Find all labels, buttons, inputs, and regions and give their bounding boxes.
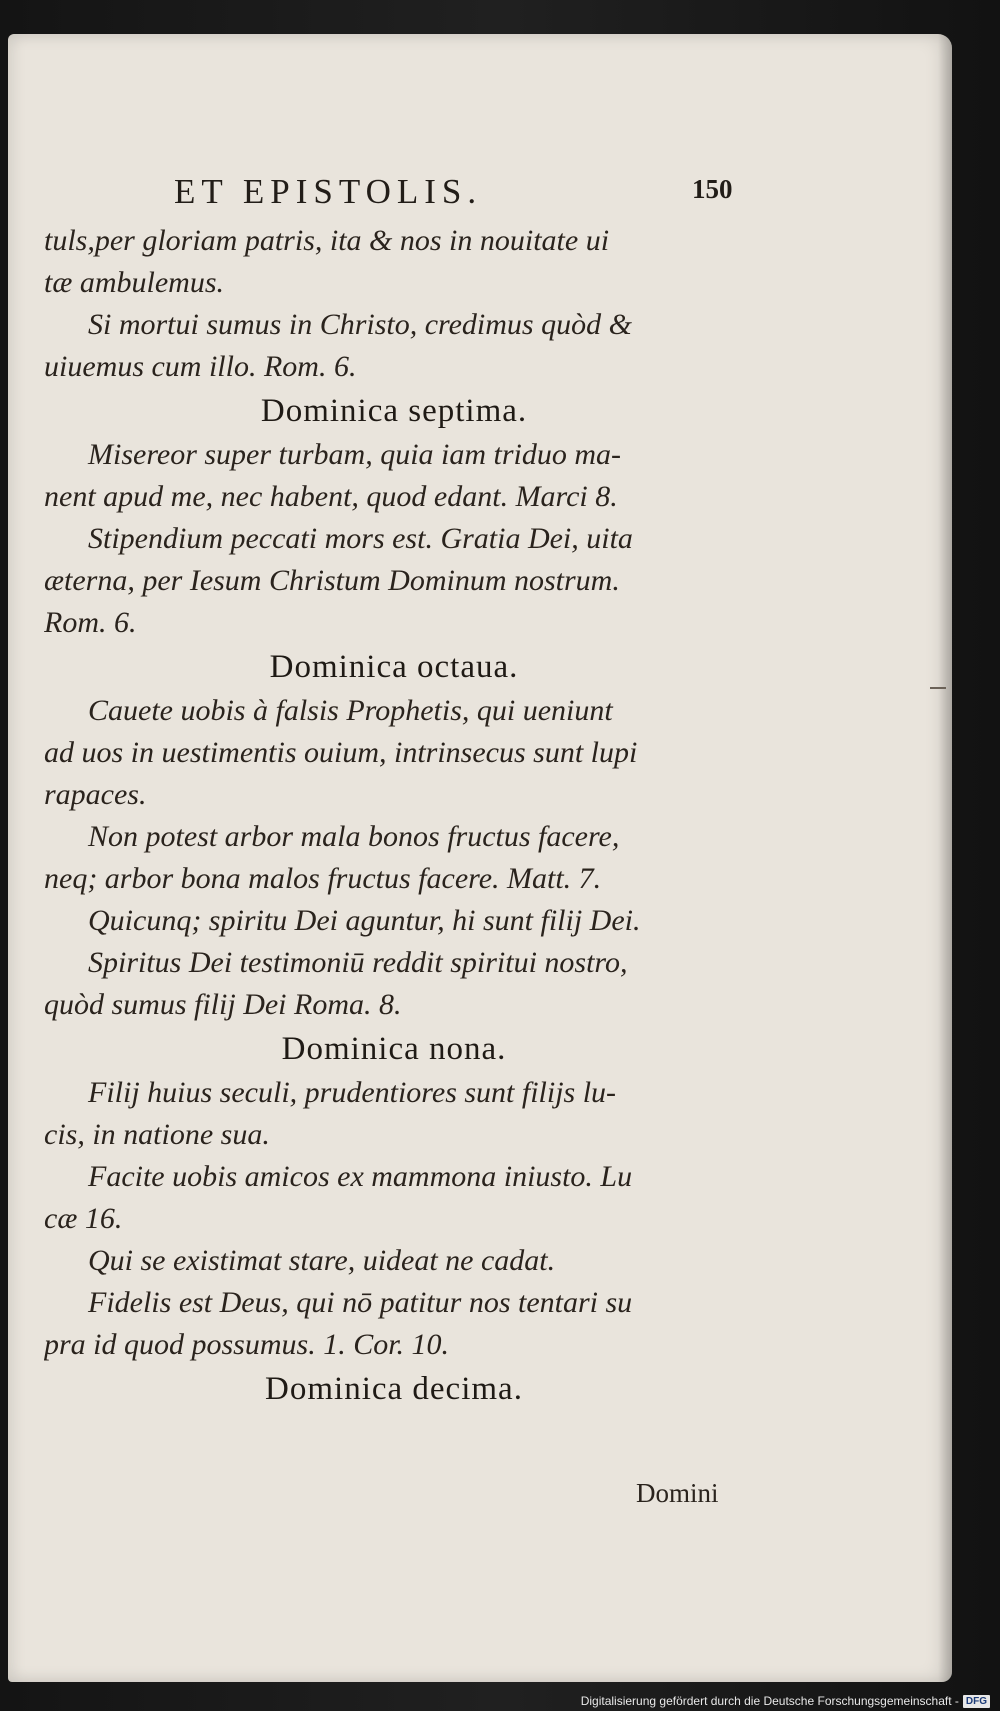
running-head-title: ET EPISTOLIS. (174, 172, 483, 211)
text-line: cæ 16. (44, 1202, 123, 1235)
digitization-credit (581, 1694, 990, 1708)
text-line: Fidelis est Deus, qui nō patitur nos tentari su (88, 1286, 633, 1319)
text-line: Si mortui sumus in Christo, credimus quòd & (88, 308, 632, 341)
catchword: Domini (636, 1478, 719, 1508)
margin-mark (930, 687, 946, 689)
text-line: cis, in natione sua. (44, 1118, 270, 1151)
page-edge-shadow (938, 34, 952, 1682)
text-line: Qui se existimat stare, uideat ne cadat. (88, 1244, 556, 1277)
text-line: ad uos in uestimentis ouium, intrinsecus sunt lupi (44, 736, 638, 769)
text-line: æterna, per Iesum Christum Dominum nostrum. (44, 564, 620, 597)
text-line: Misereor super turbam, quia iam triduo ma- (88, 438, 622, 471)
text-line: tuls,per gloriam patris, ita & nos in nouitate ui (44, 224, 610, 257)
text-line: quòd sumus filij Dei Roma. 8. (44, 988, 402, 1021)
credit-text: Digitalisierung gefördert durch die Deutsche Forschungsgemeinschaft - (580, 1694, 959, 1708)
folio-number: 150 (692, 174, 733, 204)
book-page (8, 34, 952, 1682)
text-line: rapaces. (44, 778, 147, 811)
text-line: tæ ambulemus. (44, 266, 224, 299)
running-head (8, 172, 952, 216)
section-heading: Dominica nona. (281, 1031, 507, 1067)
text-line: Filij huius seculi, prudentiores sunt filijs lu- (88, 1076, 617, 1109)
section-heading: Dominica octaua. (269, 649, 519, 685)
text-line: pra id quod possumus. 1. Cor. 10. (44, 1328, 450, 1361)
text-block (44, 220, 744, 1412)
text-line: Cauete uobis à falsis Prophetis, qui ueniunt (88, 694, 613, 727)
text-line: Quicunq; spiritu Dei aguntur, hi sunt filij Dei. (88, 904, 641, 937)
text-line: Spiritus Dei testimoniū reddit spiritui nostro, (88, 946, 628, 979)
text-line: Stipendium peccati mors est. Gratia Dei, uita (88, 522, 633, 555)
text-line: nent apud me, nec habent, quod edant. Marci 8. (44, 480, 618, 513)
section-heading: Dominica septima. (260, 393, 528, 429)
dfg-logo: DFG (963, 1695, 990, 1708)
text-line: uiuemus cum illo. Rom. 6. (44, 350, 357, 383)
text-line: neq; arbor bona malos fructus facere. Matt. 7. (44, 862, 602, 895)
section-heading: Dominica decima. (265, 1371, 523, 1407)
text-line: Facite uobis amicos ex mammona iniusto. Lu (88, 1160, 633, 1193)
text-line: Rom. 6. (44, 606, 137, 639)
text-line: Non potest arbor mala bonos fructus facere, (88, 820, 620, 853)
